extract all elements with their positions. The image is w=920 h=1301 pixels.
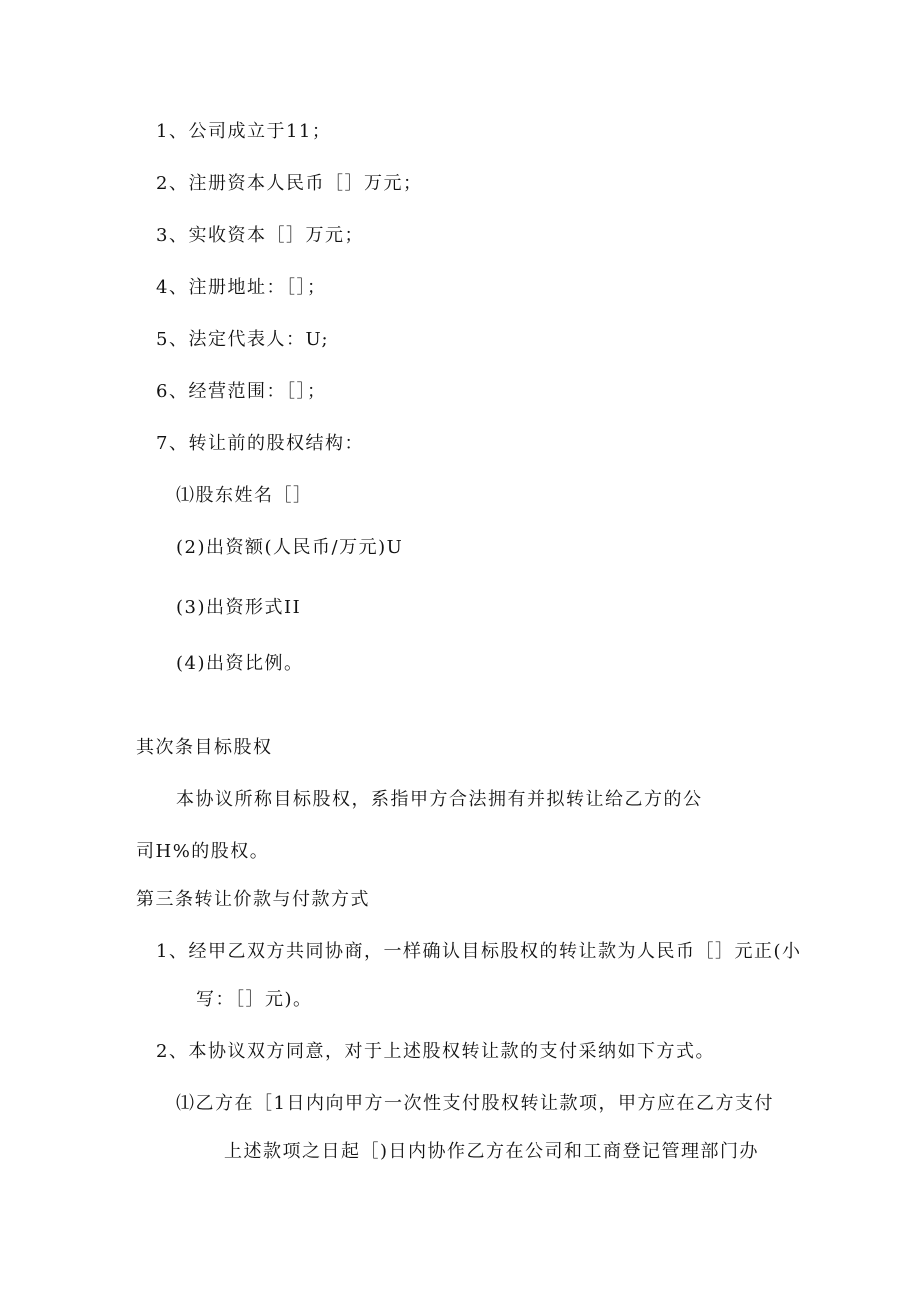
info-item-legal-rep: 5、法定代表人：U; [156,329,330,350]
info-item-established: 1、公司成立于11； [156,121,332,142]
article-3-item-1-line-1: 1、经甲乙双方共同协商，一样确认目标股权的转让款为人民币［］元正(小 [156,941,802,962]
article-2-paragraph-line-2: 司H%的股权。 [136,841,270,862]
article-3-sub-item-1-line-2: 上述款项之日起［)日内协作乙方在公司和工商登记管理部门办 [224,1141,760,1162]
info-item-address: 4、注册地址：［］； [156,277,327,298]
article-2-heading: 其次条目标股权 [136,737,273,758]
article-3-sub-item-1-line-1: ⑴乙方在［1日内向甲方一次性支付股权转让款项，甲方应在乙方支付 [176,1093,774,1114]
article-3-item-1-line-2: 写：［］元)。 [196,989,313,1010]
article-3-heading: 第三条转让价款与付款方式 [136,889,370,910]
info-item-business-scope: 6、经营范围：［］； [156,381,327,402]
structure-sub-item-contribution-amount: (2)出资额(人民币/万元)U [176,537,404,558]
structure-sub-item-contribution-form: (3)出资形式II [176,597,302,618]
info-item-equity-structure: 7、转让前的股权结构： [156,433,364,454]
article-3-item-2: 2、本协议双方同意，对于上述股权转让款的支付采纳如下方式。 [156,1041,715,1062]
info-item-paid-capital: 3、实收资本［］万元； [156,225,364,246]
structure-sub-item-shareholder: ⑴股东姓名［］ [176,485,313,506]
info-item-registered-capital: 2、注册资本人民币［］万元； [156,173,423,194]
structure-sub-item-contribution-ratio: (4)出资比例。 [176,653,304,674]
article-2-paragraph-line-1: 本协议所称目标股权，系指甲方合法拥有并拟转让给乙方的公 [176,789,703,810]
